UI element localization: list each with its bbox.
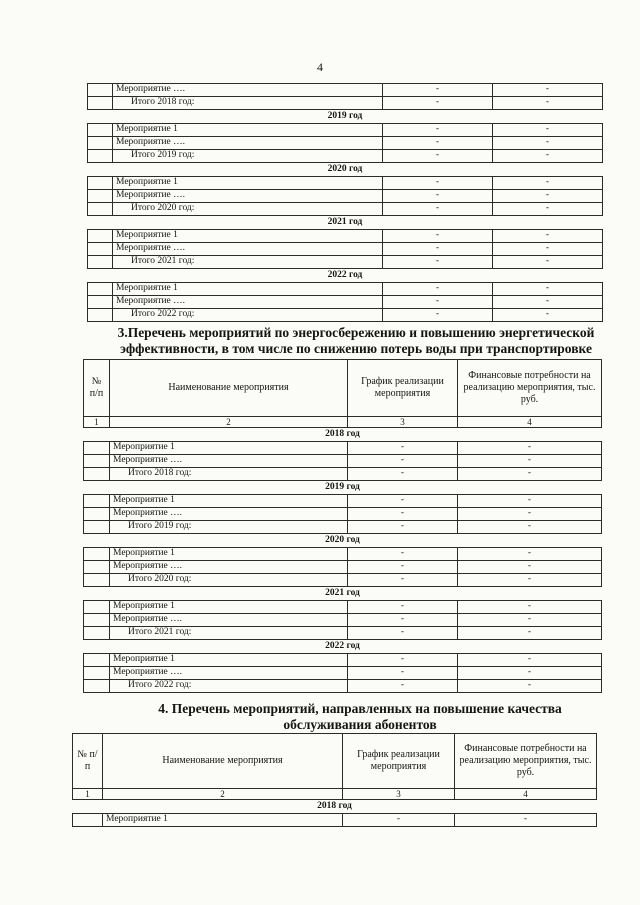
year-row bbox=[88, 110, 603, 124]
row-number-cell bbox=[84, 654, 110, 667]
finance-value: - bbox=[493, 230, 603, 243]
row-number-cell bbox=[84, 574, 110, 587]
row-number-cell bbox=[84, 614, 110, 627]
schedule-value: - bbox=[343, 814, 455, 827]
column-number: 3 bbox=[343, 789, 455, 800]
schedule-value: - bbox=[348, 654, 458, 667]
item-row bbox=[84, 548, 602, 561]
header-name: Наименование мероприятия bbox=[110, 360, 348, 417]
schedule-value: - bbox=[383, 84, 493, 97]
total-label: Итого 2021 год: bbox=[110, 627, 348, 640]
finance-value: - bbox=[493, 124, 603, 137]
header-row bbox=[84, 360, 602, 417]
item-row bbox=[84, 442, 602, 455]
total-row bbox=[88, 203, 603, 216]
row-number-cell bbox=[88, 243, 113, 256]
finance-value: - bbox=[493, 203, 603, 216]
column-number: 1 bbox=[84, 417, 110, 428]
page-number: 4 bbox=[317, 60, 323, 74]
item-row bbox=[88, 137, 603, 150]
item-row bbox=[84, 508, 602, 521]
schedule-value: - bbox=[383, 296, 493, 309]
year-label: 2019 год bbox=[84, 481, 602, 495]
year-row bbox=[88, 163, 603, 177]
finance-value: - bbox=[493, 97, 603, 110]
header-num: № п/п bbox=[84, 360, 110, 417]
schedule-value: - bbox=[348, 680, 458, 693]
row-number-cell bbox=[88, 84, 113, 97]
item-row bbox=[88, 84, 603, 97]
year-row bbox=[88, 269, 603, 283]
item-label: Мероприятие …. bbox=[110, 614, 348, 627]
year-label: 2021 год bbox=[84, 587, 602, 601]
schedule-value: - bbox=[383, 150, 493, 163]
schedule-value: - bbox=[348, 442, 458, 455]
finance-value: - bbox=[458, 442, 602, 455]
finance-value: - bbox=[458, 495, 602, 508]
row-number-cell bbox=[84, 561, 110, 574]
item-label: Мероприятие 1 bbox=[110, 601, 348, 614]
row-number-cell bbox=[88, 97, 113, 110]
finance-value: - bbox=[458, 548, 602, 561]
finance-value: - bbox=[493, 256, 603, 269]
schedule-value: - bbox=[348, 601, 458, 614]
total-label: Итого 2020 год: bbox=[110, 574, 348, 587]
item-row bbox=[88, 283, 603, 296]
finance-value: - bbox=[493, 150, 603, 163]
item-label: Мероприятие 1 bbox=[110, 548, 348, 561]
finance-value: - bbox=[493, 296, 603, 309]
year-label: 2022 год bbox=[88, 269, 603, 283]
year-row bbox=[73, 800, 597, 814]
item-label: Мероприятие …. bbox=[110, 561, 348, 574]
year-label: 2020 год bbox=[88, 163, 603, 177]
schedule-value: - bbox=[348, 627, 458, 640]
total-label: Итого 2019 год: bbox=[110, 521, 348, 534]
item-row bbox=[88, 190, 603, 203]
schedule-value: - bbox=[383, 124, 493, 137]
total-label: Итого 2021 год: bbox=[113, 256, 383, 269]
row-number-cell bbox=[84, 442, 110, 455]
finance-value: - bbox=[458, 521, 602, 534]
schedule-value: - bbox=[348, 614, 458, 627]
item-row bbox=[88, 296, 603, 309]
schedule-value: - bbox=[383, 177, 493, 190]
row-number-cell bbox=[73, 814, 103, 827]
item-label: Мероприятие …. bbox=[113, 84, 383, 97]
finance-value: - bbox=[493, 309, 603, 322]
column-number: 2 bbox=[103, 789, 343, 800]
item-label: Мероприятие …. bbox=[110, 455, 348, 468]
row-number-cell bbox=[84, 468, 110, 481]
column-number: 4 bbox=[458, 417, 602, 428]
row-number-cell bbox=[88, 203, 113, 216]
schedule-value: - bbox=[348, 508, 458, 521]
schedule-value: - bbox=[383, 309, 493, 322]
total-row bbox=[84, 627, 602, 640]
schedule-value: - bbox=[348, 521, 458, 534]
row-number-cell bbox=[88, 230, 113, 243]
finance-value: - bbox=[458, 561, 602, 574]
schedule-value: - bbox=[348, 574, 458, 587]
schedule-value: - bbox=[383, 230, 493, 243]
row-number-cell bbox=[84, 627, 110, 640]
schedule-value: - bbox=[383, 137, 493, 150]
finance-value: - bbox=[458, 455, 602, 468]
header-num: № п/п bbox=[73, 734, 103, 789]
schedule-value: - bbox=[348, 548, 458, 561]
header-schedule: График реализации мероприятия bbox=[348, 360, 458, 417]
total-label: Итого 2018 год: bbox=[113, 97, 383, 110]
item-row bbox=[84, 667, 602, 680]
section-3-table bbox=[83, 359, 602, 693]
total-label: Итого 2018 год: bbox=[110, 468, 348, 481]
finance-value: - bbox=[458, 680, 602, 693]
item-row bbox=[73, 814, 597, 827]
row-number-cell bbox=[88, 190, 113, 203]
schedule-value: - bbox=[383, 203, 493, 216]
finance-value: - bbox=[493, 177, 603, 190]
item-label: Мероприятие …. bbox=[113, 190, 383, 203]
header-schedule: График реализации мероприятия bbox=[343, 734, 455, 789]
header-finance: Финансовые потребности на реализацию мероприятия, тыс. руб. bbox=[458, 360, 602, 417]
year-row bbox=[84, 481, 602, 495]
year-row bbox=[84, 640, 602, 654]
total-label: Итого 2022 год: bbox=[113, 309, 383, 322]
row-number-cell bbox=[84, 601, 110, 614]
finance-value: - bbox=[458, 601, 602, 614]
schedule-value: - bbox=[383, 97, 493, 110]
item-label: Мероприятие 1 bbox=[103, 814, 343, 827]
row-number-cell bbox=[84, 508, 110, 521]
year-row bbox=[84, 428, 602, 442]
item-label: Мероприятие 1 bbox=[113, 177, 383, 190]
schedule-value: - bbox=[348, 495, 458, 508]
item-label: Мероприятие …. bbox=[113, 137, 383, 150]
total-row bbox=[84, 680, 602, 693]
year-label: 2018 год bbox=[84, 428, 602, 442]
total-label: Итого 2022 год: bbox=[110, 680, 348, 693]
item-label: Мероприятие 1 bbox=[113, 283, 383, 296]
item-row bbox=[88, 124, 603, 137]
finance-value: - bbox=[458, 574, 602, 587]
column-number: 1 bbox=[73, 789, 103, 800]
finance-value: - bbox=[493, 137, 603, 150]
year-row bbox=[88, 216, 603, 230]
schedule-value: - bbox=[348, 468, 458, 481]
finance-value: - bbox=[458, 627, 602, 640]
item-row bbox=[84, 614, 602, 627]
year-label: 2019 год bbox=[88, 110, 603, 124]
item-row bbox=[88, 230, 603, 243]
finance-value: - bbox=[458, 468, 602, 481]
schedule-value: - bbox=[383, 283, 493, 296]
finance-value: - bbox=[458, 667, 602, 680]
row-number-cell bbox=[88, 283, 113, 296]
year-row bbox=[84, 534, 602, 548]
row-number-cell bbox=[88, 296, 113, 309]
finance-value: - bbox=[493, 283, 603, 296]
row-number-cell bbox=[88, 124, 113, 137]
total-label: Итого 2020 год: bbox=[113, 203, 383, 216]
item-label: Мероприятие 1 bbox=[113, 230, 383, 243]
finance-value: - bbox=[493, 243, 603, 256]
year-row bbox=[84, 587, 602, 601]
row-number-cell bbox=[88, 256, 113, 269]
schedule-value: - bbox=[383, 256, 493, 269]
row-number-cell bbox=[84, 680, 110, 693]
item-label: Мероприятие 1 bbox=[110, 495, 348, 508]
item-label: Мероприятие 1 bbox=[110, 442, 348, 455]
year-label: 2020 год bbox=[84, 534, 602, 548]
total-row bbox=[88, 150, 603, 163]
item-row bbox=[84, 561, 602, 574]
section-4-title: 4. Перечень мероприятий, направленных на повышение качества обслуживания абонентов bbox=[158, 701, 562, 732]
year-label: 2022 год bbox=[84, 640, 602, 654]
total-row bbox=[84, 521, 602, 534]
finance-value: - bbox=[493, 190, 603, 203]
section-4-table bbox=[72, 733, 597, 827]
header-finance: Финансовые потребности на реализацию мероприятия, тыс. руб. bbox=[455, 734, 597, 789]
finance-value: - bbox=[493, 84, 603, 97]
schedule-value: - bbox=[383, 243, 493, 256]
finance-value: - bbox=[458, 614, 602, 627]
header-name: Наименование мероприятия bbox=[103, 734, 343, 789]
column-number: 4 bbox=[455, 789, 597, 800]
row-number-cell bbox=[84, 548, 110, 561]
row-number-cell bbox=[84, 521, 110, 534]
column-number: 2 bbox=[110, 417, 348, 428]
row-number-cell bbox=[84, 455, 110, 468]
finance-value: - bbox=[455, 814, 597, 827]
total-row bbox=[88, 97, 603, 110]
schedule-value: - bbox=[348, 561, 458, 574]
item-label: Мероприятие …. bbox=[110, 508, 348, 521]
item-row bbox=[84, 495, 602, 508]
section-3-title: 3.Перечень мероприятий по энергосбережению и повышению энергетической эффективности, в том числе по снижению потерь воды при транспортировке bbox=[117, 325, 595, 356]
header-row bbox=[73, 734, 597, 789]
year-label: 2018 год bbox=[73, 800, 597, 814]
item-label: Мероприятие 1 bbox=[113, 124, 383, 137]
schedule-value: - bbox=[348, 455, 458, 468]
item-label: Мероприятие …. bbox=[113, 243, 383, 256]
item-row bbox=[84, 601, 602, 614]
column-number-row bbox=[73, 789, 597, 800]
total-row bbox=[84, 574, 602, 587]
column-number-row bbox=[84, 417, 602, 428]
item-row bbox=[88, 177, 603, 190]
finance-value: - bbox=[458, 508, 602, 521]
top-continuation-table bbox=[87, 83, 603, 322]
row-number-cell bbox=[88, 150, 113, 163]
item-row bbox=[88, 243, 603, 256]
item-label: Мероприятие 1 bbox=[110, 654, 348, 667]
item-row bbox=[84, 455, 602, 468]
total-row bbox=[88, 256, 603, 269]
schedule-value: - bbox=[383, 190, 493, 203]
total-row bbox=[84, 468, 602, 481]
row-number-cell bbox=[84, 495, 110, 508]
row-number-cell bbox=[84, 667, 110, 680]
row-number-cell bbox=[88, 309, 113, 322]
row-number-cell bbox=[88, 137, 113, 150]
total-label: Итого 2019 год: bbox=[113, 150, 383, 163]
schedule-value: - bbox=[348, 667, 458, 680]
item-label: Мероприятие …. bbox=[110, 667, 348, 680]
total-row bbox=[88, 309, 603, 322]
finance-value: - bbox=[458, 654, 602, 667]
column-number: 3 bbox=[348, 417, 458, 428]
year-label: 2021 год bbox=[88, 216, 603, 230]
item-label: Мероприятие …. bbox=[113, 296, 383, 309]
row-number-cell bbox=[88, 177, 113, 190]
item-row bbox=[84, 654, 602, 667]
